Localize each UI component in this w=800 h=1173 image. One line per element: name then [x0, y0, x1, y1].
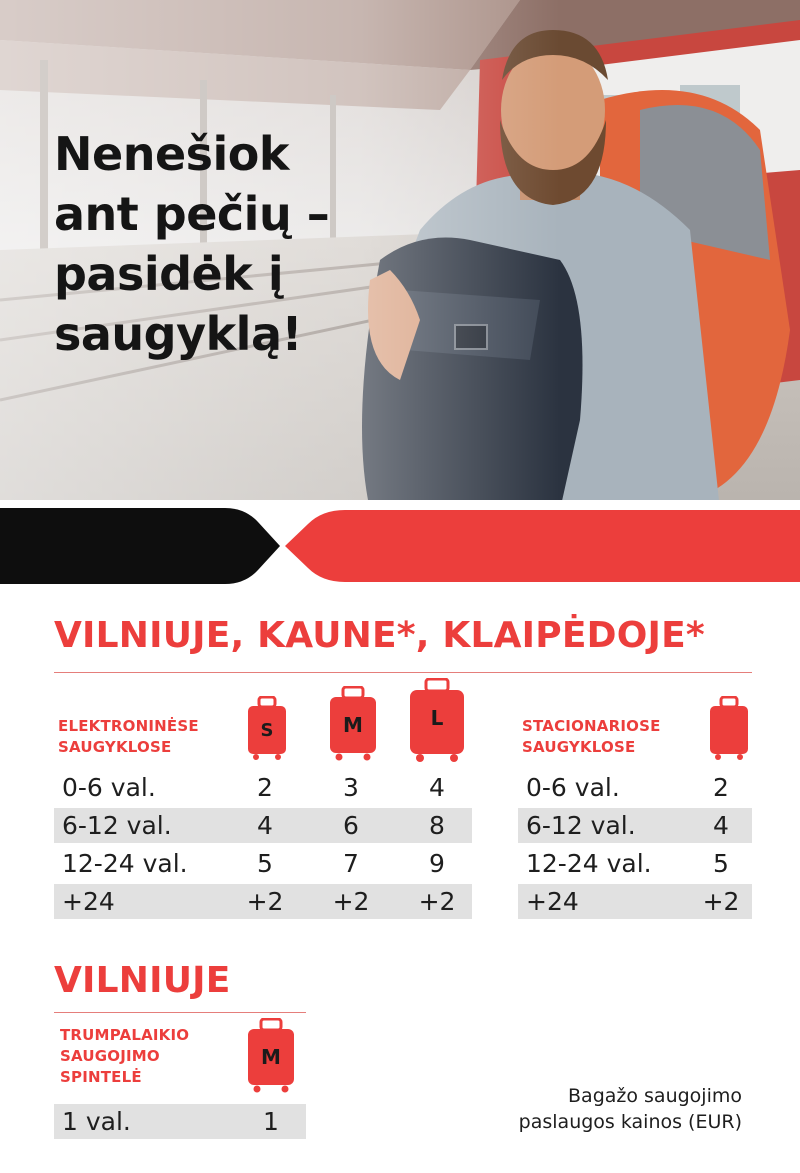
price-footnote: [519, 1083, 742, 1135]
heading-line: SAUGYKLOSE: [58, 738, 172, 756]
duration-label: 6-12 val.: [526, 811, 636, 840]
price-row: [518, 884, 752, 919]
footnote-line: paslaugos kainos (EUR): [518, 1111, 742, 1133]
price-s: +2: [246, 887, 284, 916]
price-row: [518, 846, 752, 881]
size-label: M: [261, 1045, 281, 1069]
duration-label: 12-24 val.: [526, 849, 652, 878]
hero-headline: [54, 124, 414, 364]
price-row: [518, 808, 752, 843]
suitcase-icon-stationary: [708, 696, 750, 762]
price: 5: [713, 849, 729, 878]
price-m: 7: [343, 849, 359, 878]
price-row: [54, 1104, 306, 1139]
headline-line: ant pečių –: [54, 187, 330, 241]
duration-label: 0-6 val.: [526, 773, 620, 802]
suitcase-icon-l: [408, 678, 466, 764]
duration-label: +24: [526, 887, 579, 916]
price-l: +2: [418, 887, 456, 916]
price-s: 2: [257, 773, 273, 802]
price-row: [54, 884, 472, 919]
price-m: 6: [343, 811, 359, 840]
price-s: 4: [257, 811, 273, 840]
section-title-all-cities: VILNIUJE, KAUNE*, KLAIPĖDOJE*: [54, 615, 705, 656]
heading-line: TRUMPALAIKIO: [60, 1026, 190, 1044]
duration-label: 6-12 val.: [62, 811, 172, 840]
duration-label: 0-6 val.: [62, 773, 156, 802]
divider: [54, 672, 752, 673]
price-row: [54, 770, 472, 805]
price-m: 3: [343, 773, 359, 802]
price-row: [54, 846, 472, 881]
price-l: 9: [429, 849, 445, 878]
electronic-lockers-heading: [58, 716, 199, 758]
price-row: [518, 770, 752, 805]
size-label: M: [343, 713, 363, 737]
suitcase-icon: [708, 696, 750, 762]
footnote-line: Bagažo saugojimo: [568, 1085, 742, 1107]
price-s: 5: [257, 849, 273, 878]
stationary-storage-heading: [522, 716, 661, 758]
price: +2: [702, 887, 740, 916]
heading-line: SPINTELĖ: [60, 1068, 142, 1086]
price-l: 8: [429, 811, 445, 840]
heading-line: ELEKTRONINĖSE: [58, 717, 199, 735]
heading-line: STACIONARIOSE: [522, 717, 661, 735]
headline-line: Nenešiok: [54, 127, 289, 181]
divider: [54, 1012, 306, 1013]
price: 2: [713, 773, 729, 802]
short-term-locker-heading: [60, 1025, 189, 1088]
price-row: [54, 808, 472, 843]
heading-line: SAUGYKLOSE: [522, 738, 636, 756]
suitcase-icon-s: [246, 696, 288, 762]
duration-label: 12-24 val.: [62, 849, 188, 878]
price-m: +2: [332, 887, 370, 916]
decorative-band: [0, 500, 800, 590]
heading-line: SAUGOJIMO: [60, 1047, 160, 1065]
price: 1: [263, 1107, 279, 1136]
size-label: S: [260, 720, 274, 741]
headline-line: pasidėk į: [54, 247, 284, 301]
suitcase-icon-m: [328, 686, 378, 762]
price-l: 4: [429, 773, 445, 802]
duration-label: +24: [62, 887, 115, 916]
size-label: L: [430, 706, 444, 730]
suitcase-icon-m-short-term: [246, 1018, 296, 1094]
headline-line: saugyklą!: [54, 307, 302, 361]
price: 4: [713, 811, 729, 840]
section-title-vilnius: VILNIUJE: [54, 960, 231, 1001]
duration-label: 1 val.: [62, 1107, 131, 1136]
